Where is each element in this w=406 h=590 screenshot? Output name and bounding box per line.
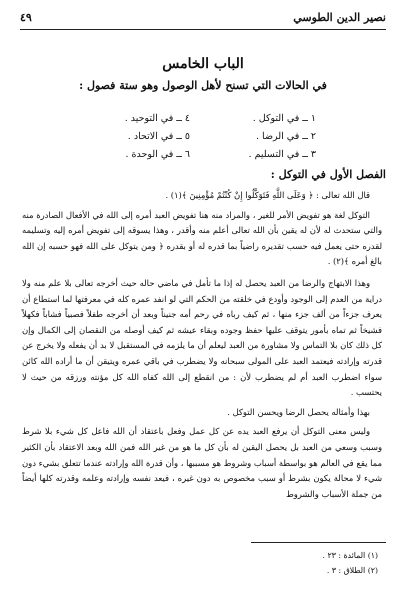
chapter-contents-list <box>90 110 316 170</box>
contents-item: ١ ــ في التوكل . <box>252 113 316 124</box>
contents-item: ٦ ــ في الوحدة . <box>125 149 190 160</box>
header-rule <box>20 29 386 30</box>
paragraph: بهذا وأمثاله يحصل الرضا ويحسن التوكل . <box>227 406 370 417</box>
running-title: نصير الدين الطوسي <box>293 10 386 24</box>
chapter-title: الباب الخامس <box>162 56 244 72</box>
paragraph: وهذا الابتهاج والرضا من العبد يحصل له إذا ما تأمل في ماضي حاله حيث أخرجه تعالى بلا علم منه ولا دراية من العدم إلى الوجود وأودع في خلقته من الحكم التي لو انفد عمره كله في معرفتها لما استطاع أن يعرف جزءاً من ألف جزء منها ، ثم كيف رباه في رحم أمه جنيناً وبعد أن أخرجه طفلاً فصبياً فشاباً فكهلاً فشيخاً ثم تماه بأمور يتوقف عليها حفظ وجوده وبقاء عيشه ثم كيف أوصله من النقصان إلى الكمال وإن كل ذلك كان بلا التماس ولا مشاورة من العبد ليعلم أن ما يلزمه في المستقبل لا بد أن يفعله ولا يخرج عن قدرته وإرادته فيعتمد العبد على المولى سبحانه ولا يضطرب في باقي عمره ويتيقن أن ما أراده الله كائن سواء اضطرب العبد أم لم يضطرب لأن : من انقطع إلى الله كفاه الله كل مؤنته ورزقه من حيث لا يحتسب . <box>22 277 382 398</box>
section-title: الفصل الأول في التوكل : <box>270 168 386 181</box>
paragraph: التوكل لغة هو تفويض الأمر للغير ، والمراد منه هنا تفويض العبد أمره إلى الله في الأفعال الصادرة منه والتي ستحدث له لأن له يقين بأن الله تعالى أعلم منه وأقدر ، وهذا يسوقه إلى تفويض أمره إليه وتسليمه لقدره حتى يعمل فيه حسب تقديره راضياً بما قدره له أو بقدره ﴿ ومن يتوكل على الله فهو حسبه إن الله بالغ أمره ﴾(٢) . <box>22 209 382 267</box>
footnote: (٢) الطلاق : ٣ . <box>326 566 378 575</box>
paragraph: وليس معنى التوكل أن يرفع العبد يده عن كل عمل وفعل باعتقاد أن الله فاعل كل شيء بلا شرط وسبب وسعي من العبد بل يحصل اليقين له بأن كل ما هو من غير الله فمن الله وبعد الاعتقاد بأن الكثير مما يقع في العالم هو بواسطة أسباب وشروط هو مسببها ، وأن قدرة الله وإرادته عندما تتعلق بشيء دون شيء لا محالة يكون بشرط أو سبب مخصوص به دون غيره ، فيعد نفسه وإرادته وعلمه وقدرته كلها أيضاً من جملة الأسباب والشروط <box>22 426 382 499</box>
paragraph: قال الله تعالى : ﴿ وَعَلَى اللَّهِ فَتَوَكَّلُوا إِنْ كُنْتُمْ مُؤْمِنِينَ ﴾(١) . <box>165 190 370 200</box>
contents-column-right <box>216 110 316 164</box>
footnote-rule <box>251 542 386 543</box>
page-header <box>20 8 386 26</box>
contents-item: ٥ ــ في الاتحاد . <box>127 131 190 142</box>
footnotes <box>323 548 379 578</box>
contents-item: ٤ ــ في التوحيد . <box>124 113 190 124</box>
contents-item: ٣ ــ في التسليم . <box>248 149 316 160</box>
body-text <box>22 188 382 502</box>
footnote: (١) المائدة : ٢٣ . <box>322 551 378 560</box>
contents-item: ٢ ــ في الرضا . <box>256 131 316 142</box>
chapter-subtitle: في الحالات التي تسنح لأهل الوصول وهو ستة فصول : <box>79 79 327 92</box>
contents-column-left <box>90 110 190 164</box>
page-number: ٤٩ <box>20 10 32 24</box>
